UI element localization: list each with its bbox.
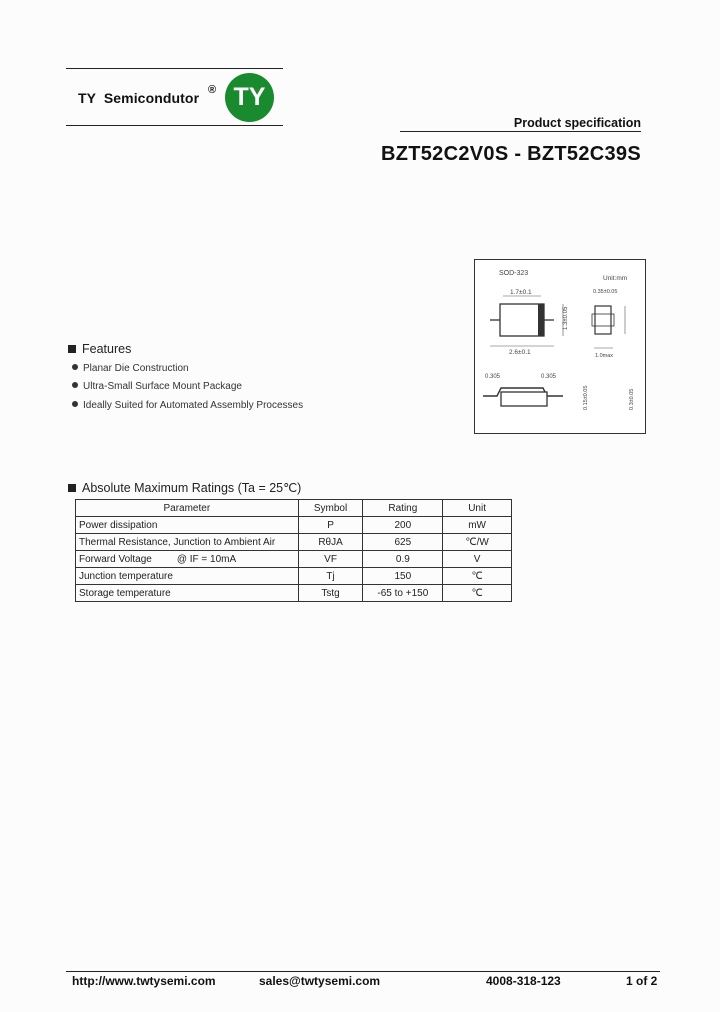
unit-cell: mW: [443, 517, 512, 534]
package-name: SOD-323: [499, 270, 529, 277]
unit-cell: ℃: [443, 585, 512, 602]
symbol-cell: VF: [298, 551, 363, 568]
dim-label-6: 0.305: [485, 374, 501, 380]
footer-email-link[interactable]: sales@twtysemi.com: [259, 974, 381, 988]
product-spec-rule: [400, 131, 641, 132]
package-outline-drawing: [474, 259, 646, 434]
dim-label-8: 0.15±0.05: [583, 385, 589, 410]
package-unit: Unit:mm: [603, 275, 628, 282]
footer-page-number: 1 of 2: [626, 974, 658, 988]
rating-cell: 625: [363, 534, 443, 551]
ratings-heading: [68, 480, 301, 495]
unit-cell: ℃: [443, 568, 512, 585]
feature-item: [72, 381, 242, 392]
package-outline-svg: [475, 260, 645, 433]
table-row: [76, 585, 512, 602]
dim-label-5: 1.0max: [595, 353, 614, 359]
parameter-cell: Storage temperature: [76, 585, 299, 602]
column-header: Parameter: [76, 500, 299, 517]
ty-logo: TY: [225, 73, 274, 122]
package-body-top-view: [500, 304, 544, 336]
column-header: Symbol: [298, 500, 363, 517]
rating-cell: 200: [363, 517, 443, 534]
part-number-title: BZT52C2V0S - BZT52C39S: [380, 143, 641, 165]
symbol-cell: RθJA: [298, 534, 363, 551]
ratings-title: Absolute Maximum Ratings (Ta = 25℃): [82, 481, 302, 495]
column-header: Rating: [363, 500, 443, 517]
dim-label-7: 0.305: [541, 374, 557, 380]
footer-phone: 4008-318-123: [486, 974, 561, 988]
feature-item: [72, 400, 303, 411]
parameter-cell: Thermal Resistance, Junction to Ambient Air: [76, 534, 299, 551]
company-name: TY Semicondutor: [78, 90, 200, 106]
package-body-side-view: [595, 306, 611, 334]
parameter-cell: Forward Voltage @ IF = 10mA: [76, 551, 299, 568]
square-bullet-icon: [68, 345, 76, 353]
product-specification-label: Product specification: [513, 116, 641, 130]
symbol-cell: Tstg: [298, 585, 363, 602]
dim-label-1: 1.7±0.1: [510, 289, 532, 296]
package-body-end-view: [501, 392, 547, 406]
parameter-cell: Junction temperature: [76, 568, 299, 585]
bullet-dot-icon: [72, 401, 78, 407]
table-row: [76, 568, 512, 585]
header-top-rule: [66, 68, 283, 69]
rating-cell: -65 to +150: [363, 585, 443, 602]
feature-text: Planar Die Construction: [83, 363, 189, 374]
header-bottom-rule: [66, 125, 283, 126]
cathode-band: [538, 304, 544, 336]
dim-label-2: 2.6±0.1: [509, 349, 531, 356]
bullet-dot-icon: [72, 364, 78, 370]
symbol-cell: Tj: [298, 568, 363, 585]
dim-label-4: 0.35±0.05: [593, 289, 618, 295]
unit-cell: ℃/W: [443, 534, 512, 551]
dim-label-9: 0.3±0.05: [629, 388, 635, 410]
rating-cell: 150: [363, 568, 443, 585]
unit-cell: V: [443, 551, 512, 568]
rating-cell: 0.9: [363, 551, 443, 568]
feature-text: Ideally Suited for Automated Assembly Processes: [83, 400, 304, 411]
parameter-cell: Power dissipation: [76, 517, 299, 534]
features-heading: [68, 342, 131, 356]
footer-rule: [66, 971, 660, 972]
square-bullet-icon: [68, 484, 76, 492]
bullet-dot-icon: [72, 382, 78, 388]
column-header: Unit: [443, 500, 512, 517]
absolute-maximum-ratings-table: [75, 499, 512, 602]
feature-item: [72, 363, 189, 374]
features-title: Features: [82, 342, 132, 356]
feature-text: Ultra-Small Surface Mount Package: [83, 381, 242, 392]
symbol-cell: P: [298, 517, 363, 534]
table-row: [76, 534, 512, 551]
table-row: [76, 517, 512, 534]
registered-mark: ®: [208, 84, 217, 96]
footer-website-link[interactable]: http://www.twtysemi.com: [72, 974, 216, 988]
dim-label-3: 1.3±0.05: [563, 306, 569, 330]
table-row: [76, 551, 512, 568]
table-header-row: [76, 500, 512, 517]
